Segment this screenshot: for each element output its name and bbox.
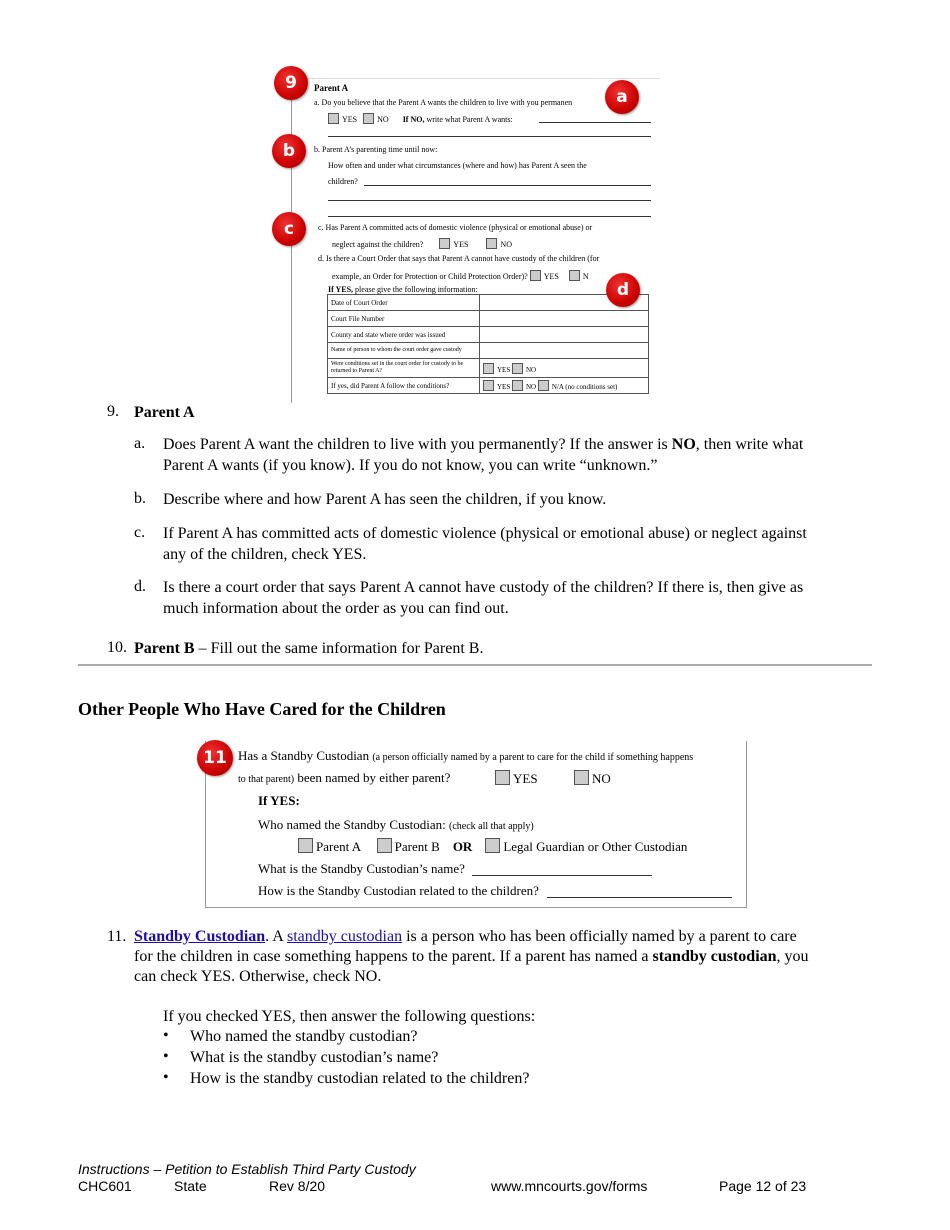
item-number: 10. [107,639,127,656]
checkbox [530,270,541,281]
bullet-item: What is the standby custodian’s name? [190,1049,439,1066]
checkbox [512,363,523,374]
form-question-a-options [328,113,513,124]
table-row [328,311,649,327]
form-question-d-text: example, an Order for Protection or Child Protection Order)? [332,272,528,281]
table-row [328,343,649,359]
bullet-item: How is the standby custodian related to the children? [190,1070,530,1087]
item-number: 9. [107,403,119,420]
form-question-b-line2: children? [328,177,358,186]
small-text: (a person officially named by a parent to care for the child if something happens [372,752,694,763]
table-cell [480,311,649,327]
section-heading: Other People Who Have Cared for the Children [78,699,446,719]
text-span: can check YES. Otherwise, check NO. [134,968,382,985]
checkbox [483,363,494,374]
table-cell: Were conditions set in the court order for custody to be returned to Parent A? [328,359,480,378]
item-title: Parent A [134,404,195,421]
answer-line [328,136,651,137]
text-span: is a person who has been officially named by a parent to care [402,928,797,945]
parent-a-label: Parent A [316,839,361,854]
table-cell [480,378,649,394]
answer-line [547,897,732,898]
footer-state: State [174,1178,207,1194]
if-yes-instruction [328,285,478,294]
form-question-line2 [238,770,450,786]
answer-line [328,216,651,217]
if-no-text: write what Parent A wants: [424,115,513,124]
text-span: . A [265,928,287,945]
section-divider [78,664,872,666]
who-named-line [258,817,534,833]
no-label: NO [525,365,537,374]
sub-letter: d. [134,578,146,595]
no-label: NO [592,771,611,786]
marker-c-badge: c [272,212,306,246]
text-span: for the children in case something happens to the parent. If a parent has named a [134,948,653,965]
table-row [328,378,649,394]
form-question-b-line1: How often and under what circumstances (where and how) has Parent A seen the [328,161,587,170]
item-9a-text [163,434,883,476]
form-question-c-text: neglect against the children? [332,240,424,249]
footer-page-number: Page 12 of 23 [719,1178,807,1194]
or-label: OR [452,839,473,854]
marker-a-badge: a [605,80,639,114]
if-yes-text: please give the following information: [353,285,478,294]
text-span: any of the children, check YES. [163,546,367,563]
answer-line [364,185,651,186]
table-cell: Date of Court Order [328,295,480,311]
checkbox [298,838,313,853]
footer-title: Instructions – Petition to Establish Third Party Custody [78,1161,416,1177]
yes-option [495,770,538,787]
small-text: (check all that apply) [449,821,534,832]
guardian-label: Legal Guardian or Other Custodian [503,839,688,854]
table-cell [480,343,649,359]
marker-d-badge: d [606,273,640,307]
item-9b-text: Describe where and how Parent A has seen the children, if you know. [163,491,607,508]
custodian-relation-question: How is the Standby Custodian related to the children? [258,883,539,898]
checkbox [377,838,392,853]
table-cell: Court File Number [328,311,480,327]
item-9c-text [163,523,883,565]
text-span: Does Parent A want the children to live with you permanently? If the answer is [163,436,672,453]
yes-label: YES [497,383,511,391]
checkbox [538,380,549,391]
answer-line [539,122,651,123]
form-question-d-line2 [332,270,589,281]
table-row [328,327,649,343]
table-cell: If yes, did Parent A follow the conditions? [328,378,480,394]
bold-span: NO [671,436,696,453]
form-question-b: b. Parent A’s parenting time until now: [314,145,438,154]
bullet-item: Who named the standby custodian? [190,1028,418,1045]
table-row [328,295,649,311]
standby-custodian-link[interactable]: Standby Custodian [134,928,266,945]
text-span: much information about the order as you can find out. [163,600,509,617]
sub-letter: a. [134,435,146,452]
footer-revision: Rev 8/20 [269,1178,326,1194]
yes-label: YES [513,771,538,786]
item-9d-text [163,577,883,619]
sub-letter: b. [134,490,146,507]
text-span: Parent A wants (if you know). If you do not know, you can write “unknown.” [163,457,658,474]
text-span: , then write what [695,436,804,453]
checkbox [439,238,450,249]
bullet-marker: • [163,1048,169,1065]
standby-custodian-definition-link[interactable]: standby custodian [286,928,403,945]
no-label: NO [500,240,512,249]
sub-letter: c. [134,524,146,541]
yes-label: YES [543,272,559,281]
table-cell [480,327,649,343]
bold-span: standby custodian [652,948,777,965]
no-label: NO [377,115,389,124]
text-span: Who named the Standby Custodian: [258,817,450,832]
follow-up-intro: If you checked YES, then answer the following questions: [163,1008,536,1025]
custodian-name-question: What is the Standby Custodian’s name? [258,861,465,876]
checkbox [574,770,589,785]
form-heading: Parent A [314,83,349,93]
form-question-c-line1: c. Has Parent A committed acts of domestic violence (physical or emotional abuse) or [318,223,593,232]
no-option [574,770,611,787]
checkbox [328,113,339,124]
checkbox [483,380,494,391]
table-cell: County and state where order was issued [328,327,480,343]
marker-11-badge: 11 [197,740,233,776]
form-question-c-line2 [332,238,512,249]
small-text: to that parent) [238,774,295,785]
table-row [328,359,649,378]
parent-b-label: Parent B [394,839,440,854]
text-span: Has a Standby Custodian [238,748,373,763]
table-cell [480,359,649,378]
standby-custodian-form-excerpt [205,741,747,908]
footer-form-code: CHC601 [78,1178,132,1194]
item-11-text [134,927,874,987]
marker-9-badge: 9 [274,66,308,100]
checkbox [363,113,374,124]
form-question-a: a. Do you believe that the Parent A wants the children to live with you permanen [314,98,573,107]
court-order-table [327,294,649,394]
no-label: NO [525,383,537,391]
answer-line [472,875,652,876]
marker-b-badge: b [272,134,306,168]
checkbox [569,270,580,281]
yes-label: YES [453,240,469,249]
item-10-text [134,638,483,659]
yes-label: YES [497,365,511,374]
checkbox [485,838,500,853]
no-label-partial: N [582,272,589,281]
text-span: been named by either parent? [294,770,451,785]
checkbox [495,770,510,785]
bullet-marker: • [163,1069,169,1086]
bullet-marker: • [163,1027,169,1044]
footer-url: www.mncourts.gov/forms [491,1178,648,1194]
na-label: N/A (no conditions set) [551,383,618,391]
yes-label: YES [342,115,358,124]
form-question-d-line1: d. Is there a Court Order that says that Parent A cannot have custody of the children (for [318,254,600,263]
item-number: 11. [107,928,127,945]
who-named-options [298,838,687,855]
if-yes-label: If YES, [328,285,354,294]
text-span: Is there a court order that says Parent A cannot have custody of the children? If there is, then give as [163,579,804,596]
text-span: – Fill out the same information for Parent B. [194,640,484,657]
item-title: Parent B [134,640,195,657]
parent-a-form-excerpt [291,78,660,403]
checkbox [486,238,497,249]
text-span: , you [776,948,809,965]
form-question-line1 [238,748,693,764]
text-span: If Parent A has committed acts of domestic violence (physical or emotional abuse) or neglect against [163,525,807,542]
if-no-label: If NO, [402,115,425,124]
checkbox [512,380,523,391]
answer-line [328,200,651,201]
if-yes-label: If YES: [258,793,300,808]
table-cell: Name of person to whom the court order gave custody [328,343,480,359]
